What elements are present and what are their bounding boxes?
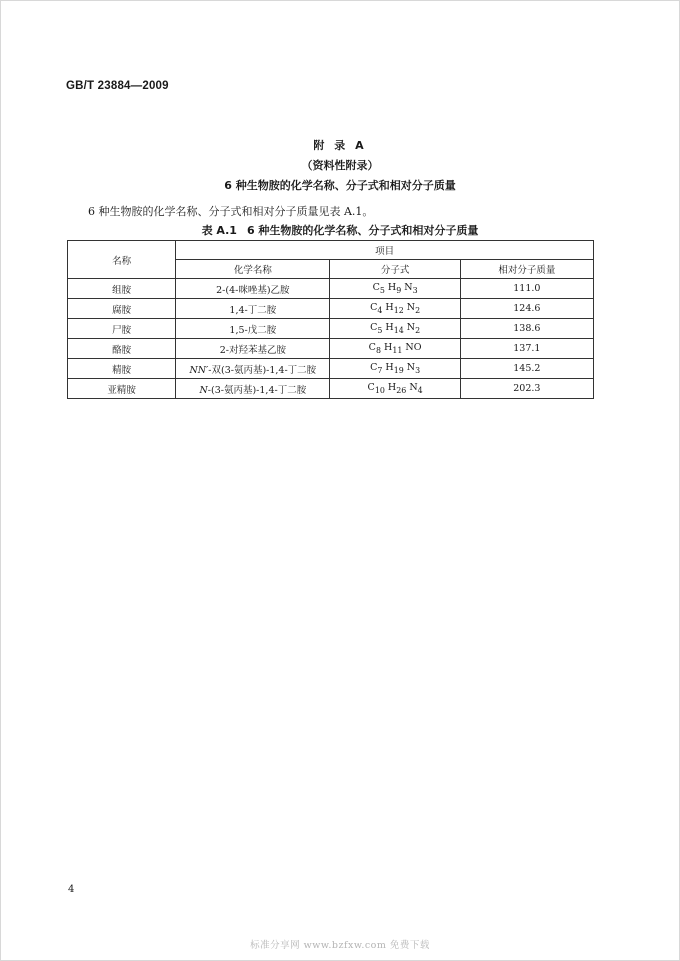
cell-name: 腐胺	[68, 299, 176, 319]
footer-watermark: 标准分享网 www.bzfxw.com 免费下载	[250, 940, 430, 951]
cell-mass: 111.0	[460, 279, 593, 299]
header-chemical-name: 化学名称	[176, 260, 330, 279]
amine-table	[67, 240, 594, 399]
cell-chemical-name: 2-对羟苯基乙胺	[176, 339, 330, 359]
cell-name: 精胺	[68, 359, 176, 379]
cell-formula: $C_{10}$ $H_{26}$ $N_4$	[330, 379, 460, 399]
table-row	[68, 319, 594, 339]
table-caption-number: 表 A.1	[201, 224, 237, 237]
cell-chemical-name: 1,5-戊二胺	[176, 319, 330, 339]
cell-mass: 124.6	[460, 299, 593, 319]
intro-text: 6 种生物胺的化学名称、分子式和相对分子质量见表 A.1。	[88, 205, 374, 218]
table-row	[68, 279, 594, 299]
page-number: 4	[68, 884, 75, 895]
table-caption-title: 6 种生物胺的化学名称、分子式和相对分子质量	[246, 224, 479, 237]
cell-name: 酪胺	[68, 339, 176, 359]
cell-formula: $C_8$ $H_{11}$ NO	[330, 339, 460, 359]
table-row	[68, 379, 594, 399]
header-name: 名称	[68, 241, 176, 279]
appendix-subtitle: （资料性附录）	[301, 159, 379, 172]
cell-name: 组胺	[68, 279, 176, 299]
cell-name: 亚精胺	[68, 379, 176, 399]
cell-formula: $C_4$ $H_{12}$ $N_2$	[330, 299, 460, 319]
table-row	[68, 339, 594, 359]
cell-mass: 202.3	[460, 379, 593, 399]
cell-mass: 138.6	[460, 319, 593, 339]
cell-formula: $C_7$ $H_{19}$ $N_3$	[330, 359, 460, 379]
appendix-title: 附 录 A	[313, 139, 367, 152]
cell-formula: $C_5$ $H_{14}$ $N_2$	[330, 319, 460, 339]
cell-chemical-name: 2-(4-咪唑基)乙胺	[176, 279, 330, 299]
header-formula: 分子式	[330, 260, 460, 279]
appendix-heading: 6 种生物胺的化学名称、分子式和相对分子质量	[224, 179, 456, 192]
cell-mass: 145.2	[460, 359, 593, 379]
table-row	[68, 359, 594, 379]
cell-chemical-name: N-(3-氨丙基)-1,4-丁二胺	[176, 379, 330, 399]
header-mass: 相对分子质量	[460, 260, 593, 279]
cell-chemical-name: 1,4-丁二胺	[176, 299, 330, 319]
cell-chemical-name: NN′-双(3-氨丙基)-1,4-丁二胺	[176, 359, 330, 379]
standard-code: GB/T 23884—2009	[66, 80, 169, 92]
table-caption	[0, 222, 680, 238]
cell-formula: $C_5$ $H_9$ $N_3$	[330, 279, 460, 299]
cell-mass: 137.1	[460, 339, 593, 359]
cell-name: 尸胺	[68, 319, 176, 339]
table-row	[68, 299, 594, 319]
header-group: 项目	[176, 241, 594, 260]
